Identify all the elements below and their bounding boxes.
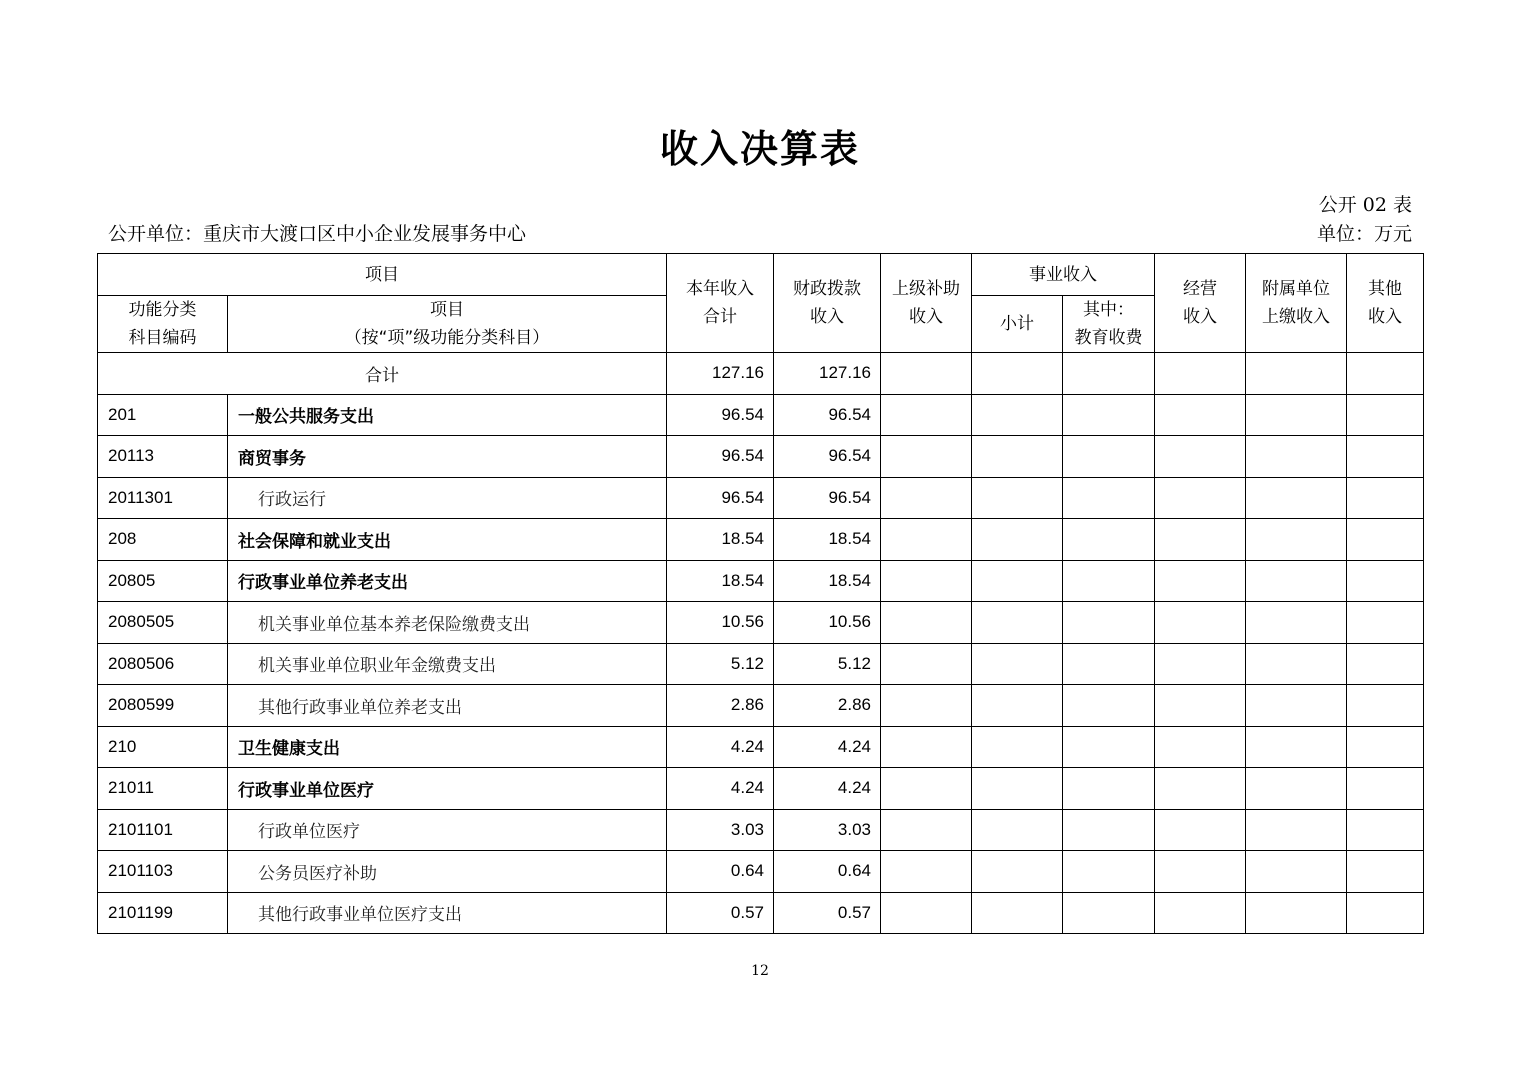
row-total: 96.54 [667,436,774,478]
header-total: 本年收入 合计 [667,254,774,353]
header-fiscal: 财政拨款 收入 [774,254,881,353]
empty-cell [1063,726,1155,768]
header-operating: 经营 收入 [1155,254,1246,353]
empty-cell [1347,851,1424,893]
empty-cell [1246,602,1347,644]
row-fiscal: 3.03 [774,809,881,851]
empty-cell [1063,394,1155,436]
table-row [98,394,1424,436]
row-fiscal: 96.54 [774,436,881,478]
empty-cell [1063,685,1155,727]
row-fiscal: 4.24 [774,768,881,810]
empty-cell [1246,477,1347,519]
total-label: 合计 [98,353,667,395]
row-total: 10.56 [667,602,774,644]
empty-cell [972,602,1063,644]
empty-cell [1155,643,1246,685]
row-fiscal: 18.54 [774,519,881,561]
empty-cell [1155,851,1246,893]
empty-cell [1063,519,1155,561]
empty-cell [1155,436,1246,478]
empty-cell [972,519,1063,561]
empty-cell [881,477,972,519]
empty-cell [1347,477,1424,519]
table-row [98,726,1424,768]
empty-cell [1347,892,1424,934]
row-name: 机关事业单位职业年金缴费支出 [228,643,667,685]
total-row [98,353,1424,395]
empty-cell [972,436,1063,478]
empty-cell [972,560,1063,602]
row-code: 2080599 [98,685,228,727]
empty-cell [972,394,1063,436]
row-total: 2.86 [667,685,774,727]
table-row [98,809,1424,851]
empty-cell [972,643,1063,685]
row-name: 公务员医疗补助 [228,851,667,893]
empty-cell [972,851,1063,893]
table-row [98,436,1424,478]
empty-cell [1246,519,1347,561]
row-code: 208 [98,519,228,561]
row-fiscal: 10.56 [774,602,881,644]
empty-cell [1347,394,1424,436]
empty-cell [972,892,1063,934]
row-total: 3.03 [667,809,774,851]
empty-cell [1155,394,1246,436]
empty-cell [1063,602,1155,644]
empty-cell [881,726,972,768]
row-code: 2101103 [98,851,228,893]
empty-cell [1246,892,1347,934]
row-total: 4.24 [667,726,774,768]
empty-cell [1155,602,1246,644]
header-affiliated: 附属单位 上缴收入 [1246,254,1347,353]
table-row [98,768,1424,810]
empty-cell [1063,809,1155,851]
empty-cell [881,685,972,727]
header-subtotal: 小计 [972,296,1063,353]
row-name: 行政单位医疗 [228,809,667,851]
row-name: 一般公共服务支出 [228,394,667,436]
table-row [98,602,1424,644]
empty-cell [1347,768,1424,810]
row-total: 0.64 [667,851,774,893]
empty-cell [1155,809,1246,851]
empty-cell [972,685,1063,727]
row-fiscal: 96.54 [774,477,881,519]
empty-cell [1246,685,1347,727]
row-fiscal: 96.54 [774,394,881,436]
empty-cell [1246,560,1347,602]
header-superior: 上级补助 收入 [881,254,972,353]
empty-cell [1063,560,1155,602]
header-business-group: 事业收入 [972,254,1155,296]
row-code: 2101199 [98,892,228,934]
row-code: 2011301 [98,477,228,519]
empty-cell [1347,560,1424,602]
row-total: 5.12 [667,643,774,685]
empty-cell [972,809,1063,851]
empty-cell [1347,643,1424,685]
row-code: 201 [98,394,228,436]
empty-cell [1155,726,1246,768]
table-row [98,477,1424,519]
row-code: 21011 [98,768,228,810]
row-code: 2080506 [98,643,228,685]
table-row [98,892,1424,934]
empty-cell [1063,436,1155,478]
page-title: 收入决算表 [659,127,860,171]
empty-cell [881,643,972,685]
row-fiscal: 0.57 [774,892,881,934]
empty-cell [1347,809,1424,851]
row-name: 行政运行 [228,477,667,519]
row-name: 商贸事务 [228,436,667,478]
empty-cell [972,477,1063,519]
total-fiscal-value: 127.16 [774,353,881,395]
unit-measure: 单位：万元 [1316,223,1412,245]
empty-cell [1246,394,1347,436]
row-code: 2080505 [98,602,228,644]
row-fiscal: 4.24 [774,726,881,768]
row-code: 20805 [98,560,228,602]
header-project-group: 项目 [98,254,667,296]
empty-cell [1063,851,1155,893]
row-code: 210 [98,726,228,768]
row-total: 0.57 [667,892,774,934]
empty-cell [1246,643,1347,685]
row-fiscal: 0.64 [774,851,881,893]
empty-cell [1063,477,1155,519]
total-value: 127.16 [667,353,774,395]
row-fiscal: 18.54 [774,560,881,602]
header-other: 其他 收入 [1347,254,1424,353]
empty-cell [881,602,972,644]
row-name: 机关事业单位基本养老保险缴费支出 [228,602,667,644]
row-fiscal: 5.12 [774,643,881,685]
row-name: 其他行政事业单位养老支出 [228,685,667,727]
empty-cell [1246,726,1347,768]
empty-cell [1347,726,1424,768]
row-total: 96.54 [667,394,774,436]
empty-cell [1347,436,1424,478]
empty-cell [1246,768,1347,810]
table-number: 公开 02 表 [1318,194,1412,216]
empty-cell [1347,685,1424,727]
row-name: 行政事业单位医疗 [228,768,667,810]
page-number: 12 [751,963,769,979]
empty-cell [881,394,972,436]
row-total: 18.54 [667,519,774,561]
empty-cell [972,726,1063,768]
empty-cell [881,436,972,478]
row-code: 20113 [98,436,228,478]
empty-cell [1155,560,1246,602]
empty-cell [881,851,972,893]
row-name: 行政事业单位养老支出 [228,560,667,602]
table-row [98,643,1424,685]
empty-cell [1347,519,1424,561]
reporting-unit: 公开单位：重庆市大渡口区中小企业发展事务中心 [108,223,527,245]
table-row [98,851,1424,893]
income-table [97,253,1424,934]
row-name: 卫生健康支出 [228,726,667,768]
row-fiscal: 2.86 [774,685,881,727]
empty-cell [881,519,972,561]
header-item: 项目 （按“项”级功能分类科目） [228,296,667,353]
empty-cell [1063,768,1155,810]
row-total: 4.24 [667,768,774,810]
empty-cell [1155,477,1246,519]
empty-cell [972,768,1063,810]
empty-cell [1246,436,1347,478]
empty-cell [881,892,972,934]
empty-cell [881,809,972,851]
row-total: 18.54 [667,560,774,602]
header-code: 功能分类 科目编码 [98,296,228,353]
empty-cell [1063,643,1155,685]
row-name: 社会保障和就业支出 [228,519,667,561]
table-row [98,560,1424,602]
empty-cell [1246,851,1347,893]
empty-cell [1155,768,1246,810]
empty-cell [1155,685,1246,727]
empty-cell [1155,892,1246,934]
empty-cell [1347,602,1424,644]
empty-cell [881,768,972,810]
table-row [98,519,1424,561]
row-total: 96.54 [667,477,774,519]
empty-cell [881,560,972,602]
empty-cell [1063,892,1155,934]
row-name: 其他行政事业单位医疗支出 [228,892,667,934]
header-education-fee: 其中： 教育收费 [1063,296,1155,353]
empty-cell [1246,809,1347,851]
empty-cell [1155,519,1246,561]
table-row [98,685,1424,727]
row-code: 2101101 [98,809,228,851]
